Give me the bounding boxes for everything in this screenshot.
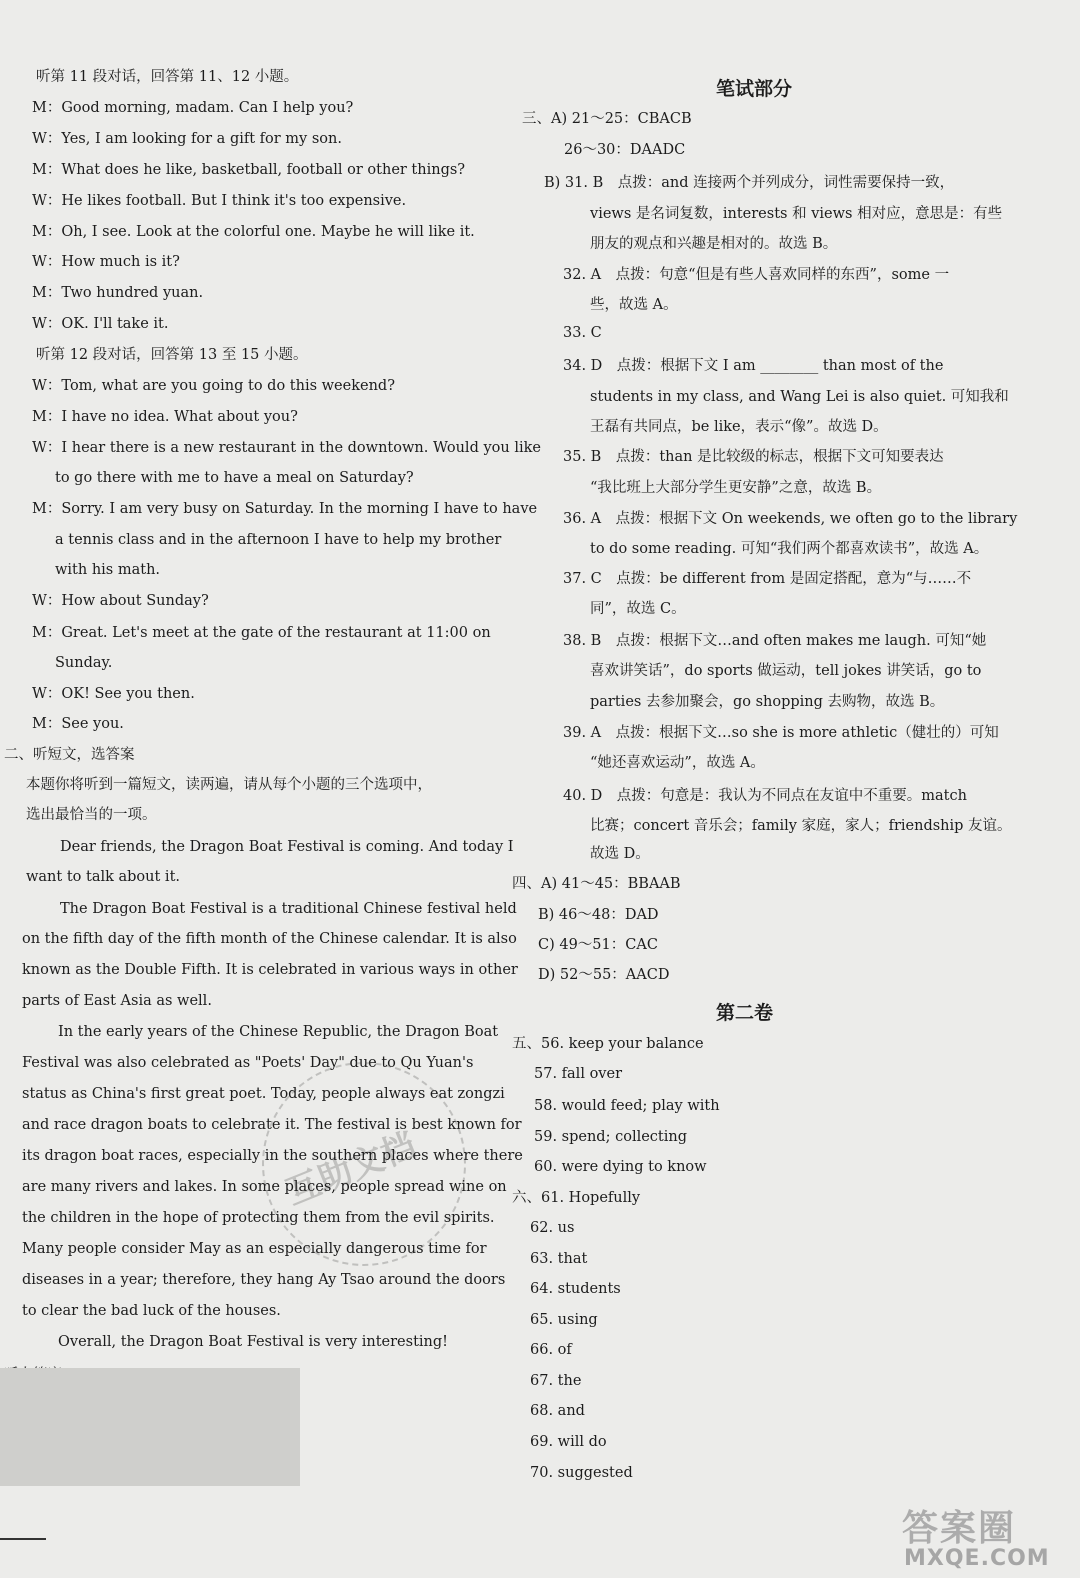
left-text-line: diseases in a year; therefore, they hang Ay Tsao around the doors <box>22 1272 506 1288</box>
left-text-line: status as China's first great poet. Today, people always eat zongzi <box>22 1086 505 1102</box>
left-text-line: M：Good morning, madam. Can I help you? <box>32 100 354 116</box>
right-text-line: 些，故选 A。 <box>590 297 678 313</box>
right-text-line: to do some reading. 可知“我们两个都喜欢读书”，故选 A。 <box>590 541 989 557</box>
watermark-logo-title: 答案圈 <box>902 1508 1017 1549</box>
right-text-line: 朋友的观点和兴趣是相对的。故选 B。 <box>590 236 838 252</box>
left-text-line: and race dragon boats to celebrate it. The festival is best known for <box>22 1117 522 1133</box>
right-text-line: “她还喜欢运动”，故选 A。 <box>590 755 765 771</box>
left-text-line: to clear the bad luck of the houses. <box>22 1303 281 1319</box>
listening-answer-box <box>0 1368 300 1486</box>
left-text-line: M：Great. Let's meet at the gate of the restaurant at 11:00 on <box>32 625 491 641</box>
right-text-line: C) 49～51：CAC <box>538 937 658 953</box>
right-text-line: B) 31. B 点拨：and 连接两个并列成分，词性需要保持一致， <box>544 175 955 191</box>
right-text-line: 34. D 点拨：根据下文 I am ________ than most of the <box>563 358 944 374</box>
right-text-line: 四、A) 41～45：BBAAB <box>512 876 681 892</box>
left-text-line: 听第 11 段对话，回答第 11、12 小题。 <box>36 69 299 85</box>
watermark-logo-url: MXQE.COM <box>904 1546 1050 1571</box>
footer-rule <box>0 1538 46 1540</box>
left-text-line: Dear friends, the Dragon Boat Festival is coming. And today I <box>60 839 514 855</box>
left-text-line: want to talk about it. <box>26 869 181 885</box>
right-text-line: 26～30：DAADC <box>564 142 686 158</box>
left-text-line: 本题你将听到一篇短文，读两遍，请从每个小题的三个选项中， <box>26 777 432 793</box>
watermark-logo <box>896 1500 1076 1572</box>
right-text-line: “我比班上大部分学生更安静”之意，故选 B。 <box>590 480 882 496</box>
left-text-line: Overall, the Dragon Boat Festival is very interesting! <box>58 1334 448 1350</box>
right-text-line: 王磊有共同点，be like，表示“像”。故选 D。 <box>590 419 888 435</box>
left-text-line: its dragon boat races, especially in the southern places where there <box>22 1148 523 1164</box>
right-text-line: views 是名词复数，interests 和 views 相对应，意思是：有些 <box>590 206 1003 222</box>
left-text-line: with his math. <box>55 562 161 578</box>
right-text-line: students in my class, and Wang Lei is also quiet. 可知我和 <box>590 389 1009 405</box>
right-text-line: 63. that <box>530 1251 588 1267</box>
heading-volume-two: 第二卷 <box>716 1002 774 1024</box>
right-text-line: 65. using <box>530 1312 598 1328</box>
right-text-line: 38. B 点拨：根据下文…and often makes me laugh. 可知“她 <box>563 633 987 649</box>
left-text-line: W：Yes, I am looking for a gift for my son. <box>32 131 342 147</box>
right-text-line: 57. fall over <box>534 1066 622 1082</box>
left-text-line: M：Two hundred yuan. <box>32 285 204 301</box>
right-text-line: 39. A 点拨：根据下文…so she is more athletic（健壮的）可知 <box>563 725 999 741</box>
right-text-line: 32. A 点拨：句意“但是有些人喜欢同样的东西”，some 一 <box>563 267 950 283</box>
left-text-line: to go there with me to have a meal on Saturday? <box>55 470 414 486</box>
left-text-line: M：What does he like, basketball, football or other things? <box>32 162 466 178</box>
right-text-line: 六、61. Hopefully <box>512 1190 641 1206</box>
left-text-line: Festival was also celebrated as "Poets' Day" due to Qu Yuan's <box>22 1055 474 1071</box>
right-text-line: 66. of <box>530 1342 572 1358</box>
left-text-line: In the early years of the Chinese Republic, the Dragon Boat <box>58 1024 499 1040</box>
right-text-line: 35. B 点拨：than 是比较级的标志，根据下文可知要表达 <box>563 449 944 465</box>
left-text-line: W：OK. I'll take it. <box>32 316 169 332</box>
right-text-line: parties 去参加聚会，go shopping 去购物，故选 B。 <box>590 694 945 710</box>
left-text-line: known as the Double Fifth. It is celebrated in various ways in other <box>22 962 518 978</box>
right-text-line: 70. suggested <box>530 1465 633 1481</box>
right-text-line: 36. A 点拨：根据下文 On weekends, we often go to the library <box>563 511 1018 527</box>
right-text-line: 67. the <box>530 1373 582 1389</box>
left-text-line: 听第 12 段对话，回答第 13 至 15 小题。 <box>36 347 308 363</box>
left-text-line: The Dragon Boat Festival is a traditional Chinese festival held <box>60 901 517 917</box>
left-text-line: are many rivers and lakes. In some places, people spread wine on <box>22 1179 507 1195</box>
left-text-line: on the fifth day of the fifth month of the Chinese calendar. It is also <box>22 931 517 947</box>
right-text-line: 同”，故选 C。 <box>590 601 686 617</box>
right-text-line: 五、56. keep your balance <box>512 1036 704 1052</box>
right-text-line: 比赛；concert 音乐会；family 家庭，家人；friendship 友谊。 <box>590 818 1012 834</box>
heading-written-part: 笔试部分 <box>716 78 793 100</box>
right-text-line: 37. C 点拨：be different from 是固定搭配，意为“与……不 <box>563 571 972 587</box>
right-text-line: 69. will do <box>530 1434 607 1450</box>
right-text-line: 喜欢讲笑话”，do sports 做运动，tell jokes 讲笑话，go to <box>590 663 982 679</box>
left-text-line: M：See you. <box>32 716 124 732</box>
left-text-line: Many people consider May as an especially dangerous time for <box>22 1241 487 1257</box>
left-text-line: 选出最恰当的一项。 <box>26 807 157 823</box>
left-text-line: the children in the hope of protecting them from the evil spirits. <box>22 1210 495 1226</box>
right-text-line: 68. and <box>530 1403 585 1419</box>
right-text-line: 三、A) 21～25：CBACB <box>522 111 692 127</box>
right-text-line: 故选 D。 <box>590 846 650 862</box>
left-text-line: M：Oh, I see. Look at the colorful one. Maybe he will like it. <box>32 224 475 240</box>
right-text-line: 40. D 点拨：句意是：我认为不同点在友谊中不重要。match <box>563 788 967 804</box>
left-text-line: Sunday. <box>55 655 113 671</box>
right-text-line: D) 52～55：AACD <box>538 967 670 983</box>
watermark-stamp-text: 互助文档 <box>280 1125 422 1214</box>
right-text-line: 64. students <box>530 1281 621 1297</box>
left-text-line: W：How about Sunday? <box>32 593 209 609</box>
left-text-line: W：He likes football. But I think it's too expensive. <box>32 193 407 209</box>
left-text-line: W：How much is it? <box>32 254 180 270</box>
left-text-line: M：Sorry. I am very busy on Saturday. In the morning I have to have <box>32 501 538 517</box>
left-text-line: W：OK! See you then. <box>32 686 195 702</box>
left-text-line: W：Tom, what are you going to do this weekend? <box>32 378 395 394</box>
right-text-line: 62. us <box>530 1220 575 1236</box>
left-text-line: 二、听短文，选答案 <box>4 747 135 763</box>
right-text-line: 58. would feed; play with <box>534 1098 720 1114</box>
right-text-line: 33. C <box>563 325 602 341</box>
right-text-line: 60. were dying to know <box>534 1159 707 1175</box>
right-text-line: B) 46～48：DAD <box>538 907 659 923</box>
right-text-line: 59. spend; collecting <box>534 1129 688 1145</box>
left-text-line: M：I have no idea. What about you? <box>32 409 298 425</box>
left-text-line: a tennis class and in the afternoon I have to help my brother <box>55 532 502 548</box>
left-text-line: W：I hear there is a new restaurant in the downtown. Would you like <box>32 440 541 456</box>
left-text-line: parts of East Asia as well. <box>22 993 212 1009</box>
